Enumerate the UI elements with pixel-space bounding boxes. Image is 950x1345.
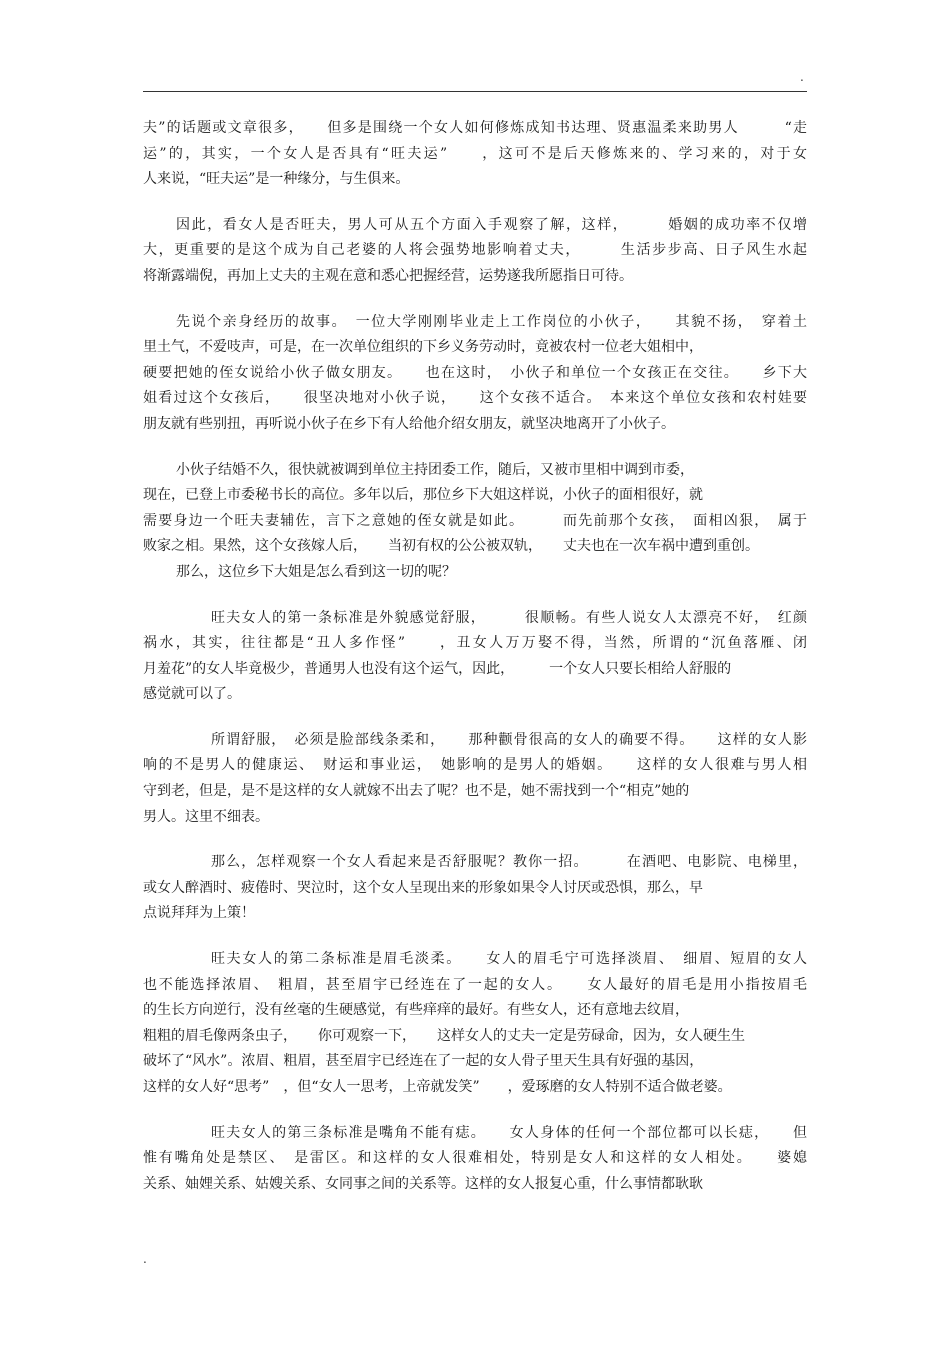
paragraph-4 — [143, 458, 807, 586]
paragraph-line: 男人。这里不细表。 — [143, 808, 269, 825]
paragraph-line: 姐看过这个女孩后， 很坚决地对小伙子说， 这个女孩不适合。 本来这个单位女孩和农村娃要 — [143, 390, 807, 407]
paragraph-line: 将渐露端倪，再加上丈夫的主观在意和悉心把握经营，运势遂我所愿指日可待。 — [143, 267, 633, 284]
paragraph-1 — [143, 116, 807, 193]
paragraph-line: 或女人醉酒时、疲倦时、哭泣时，这个女人呈现出来的形象如果令人讨厌或恐惧，那么，早 — [143, 879, 703, 896]
paragraph-line: 祸水，其实，往往都是“丑人多作怪” ，丑女人万万娶不得，当然，所谓的“沉鱼落雁、闭 — [143, 635, 807, 652]
paragraph-7 — [143, 850, 807, 927]
paragraph-line: 败家之相。果然，这个女孩嫁人后， 当初有权的公公被双轨， 丈夫也在一次车祸中遭到重创。 — [143, 538, 759, 555]
paragraph-line: 感觉就可以了。 — [143, 686, 241, 703]
paragraph-line: 旺夫女人的第一条标准是外貌感觉舒服， 很顺畅。有些人说女人太漂亮不好， 红颜 — [211, 609, 807, 626]
paragraph-line: 那么，怎样观察一个女人看起来是否舒服呢？教你一招。 在酒吧、电影院、电梯里， — [211, 854, 807, 871]
paragraph-line: 粗粗的眉毛像两条虫子， 你可观察一下， 这样女人的丈夫一定是劳碌命，因为，女人硬生生 — [143, 1027, 745, 1044]
paragraph-line: 大，更重要的是这个成为自己老婆的人将会强势地影响着丈夫， 生活步步高、日子风生水起 — [143, 242, 807, 259]
paragraph-line: 也不能选择浓眉、 粗眉，甚至眉宇已经连在了一起的女人。 女人最好的眉毛是用小指按眉毛 — [143, 976, 807, 993]
paragraph-line: 旺夫女人的第二条标准是眉毛淡柔。 女人的眉毛宁可选择淡眉、 细眉、短眉的女人 — [211, 951, 807, 968]
header-rule — [143, 91, 807, 92]
paragraph-line: 关系、妯娌关系、姑嫂关系、女同事之间的关系等。这样的女人报复心重，什么事情都耿耿 — [143, 1175, 703, 1192]
paragraph-5 — [143, 606, 807, 708]
paragraph-line: 小伙子结婚不久，很快就被调到单位主持团委工作，随后，又被市里相中调到市委， — [176, 461, 694, 478]
paragraph-9 — [143, 1121, 807, 1198]
paragraph-line: 惟有嘴角处是禁区、 是雷区。和这样的女人很难相处，特别是女人和这样的女人相处。 婆媳 — [143, 1150, 807, 1167]
paragraph-line: 月羞花”的女人毕竟极少，普通男人也没有这个运气，因此， 一个女人只要长相给人舒服的 — [143, 660, 732, 677]
paragraph-line: 里土气，不爱吱声，可是，在一次单位组织的下乡义务劳动时，竟被农村一位老大姐相中， — [143, 339, 703, 356]
paragraph-line: 需要身边一个旺夫妻辅佐，言下之意她的侄女就是如此。 而先前那个女孩， 面相凶狠， 属于 — [143, 512, 807, 529]
paragraph-line: 因此，看女人是否旺夫，男人可从五个方面入手观察了解，这样， 婚姻的成功率不仅增 — [176, 216, 807, 233]
paragraph-line: 守到老，但是，是不是这样的女人就嫁不出去了呢？也不是，她不需找到一个“相克”她的 — [143, 783, 690, 800]
paragraph-6 — [143, 728, 807, 830]
paragraph-line: 先说个亲身经历的故事。 一位大学刚刚毕业走上工作岗位的小伙子， 其貌不扬， 穿着土 — [176, 313, 807, 330]
paragraph-line: 响的不是男人的健康运、 财运和事业运， 她影响的是男人的婚姻。 这样的女人很难与男人相 — [143, 757, 807, 774]
header-mark: . — [800, 70, 804, 84]
paragraph-line: 旺夫女人的第三条标准是嘴角不能有痣。 女人身体的任何一个部位都可以长痣， 但 — [211, 1124, 807, 1141]
paragraph-line: 现在，已登上市委秘书长的高位。多年以后，那位乡下大姐这样说，小伙子的面相很好，就 — [143, 487, 703, 504]
document-body — [143, 116, 807, 1217]
paragraph-line: 朋友就有些别扭，再听说小伙子在乡下有人给他介绍女朋友，就坚决地离开了小伙子。 — [143, 415, 675, 432]
paragraph-2 — [143, 213, 807, 290]
paragraph-line: 所谓舒服， 必须是脸部线条柔和， 那种颧骨很高的女人的确要不得。 这样的女人影 — [211, 731, 807, 748]
paragraph-3 — [143, 310, 807, 438]
paragraph-line: 运”的，其实，一个女人是否具有“旺夫运” ，这可不是后天修炼来的、学习来的，对于女 — [143, 145, 807, 162]
paragraph-8 — [143, 947, 807, 1101]
paragraph-line: 硬要把她的侄女说给小伙子做女朋友。 也在这时， 小伙子和单位一个女孩正在交往。 乡下大 — [143, 364, 807, 381]
footer-mark: . — [143, 1252, 147, 1266]
paragraph-line: 破坏了“风水”。浓眉、粗眉，甚至眉宇已经连在了一起的女人骨子里天生具有好强的基因， — [143, 1053, 704, 1070]
paragraph-line: 那么，这位乡下大姐是怎么看到这一切的呢？ — [176, 563, 456, 580]
paragraph-line: 夫”的话题或文章很多， 但多是围绕一个女人如何修炼成知书达理、贤惠温柔来助男人 “走 — [143, 120, 807, 136]
paragraph-line: 人来说，“旺夫运”是一种缘分，与生俱来。 — [143, 171, 410, 188]
paragraph-line: 这样的女人好“思考” ，但“女人一思考，上帝就发笑” ，爱琢磨的女人特别不适合做老婆。 — [143, 1079, 732, 1095]
paragraph-line: 的生长方向逆行，没有丝毫的生硬感觉，有些痒痒的最好。有些女人，还有意地去纹眉， — [143, 1002, 689, 1019]
paragraph-line: 点说拜拜为上策！ — [143, 905, 255, 922]
